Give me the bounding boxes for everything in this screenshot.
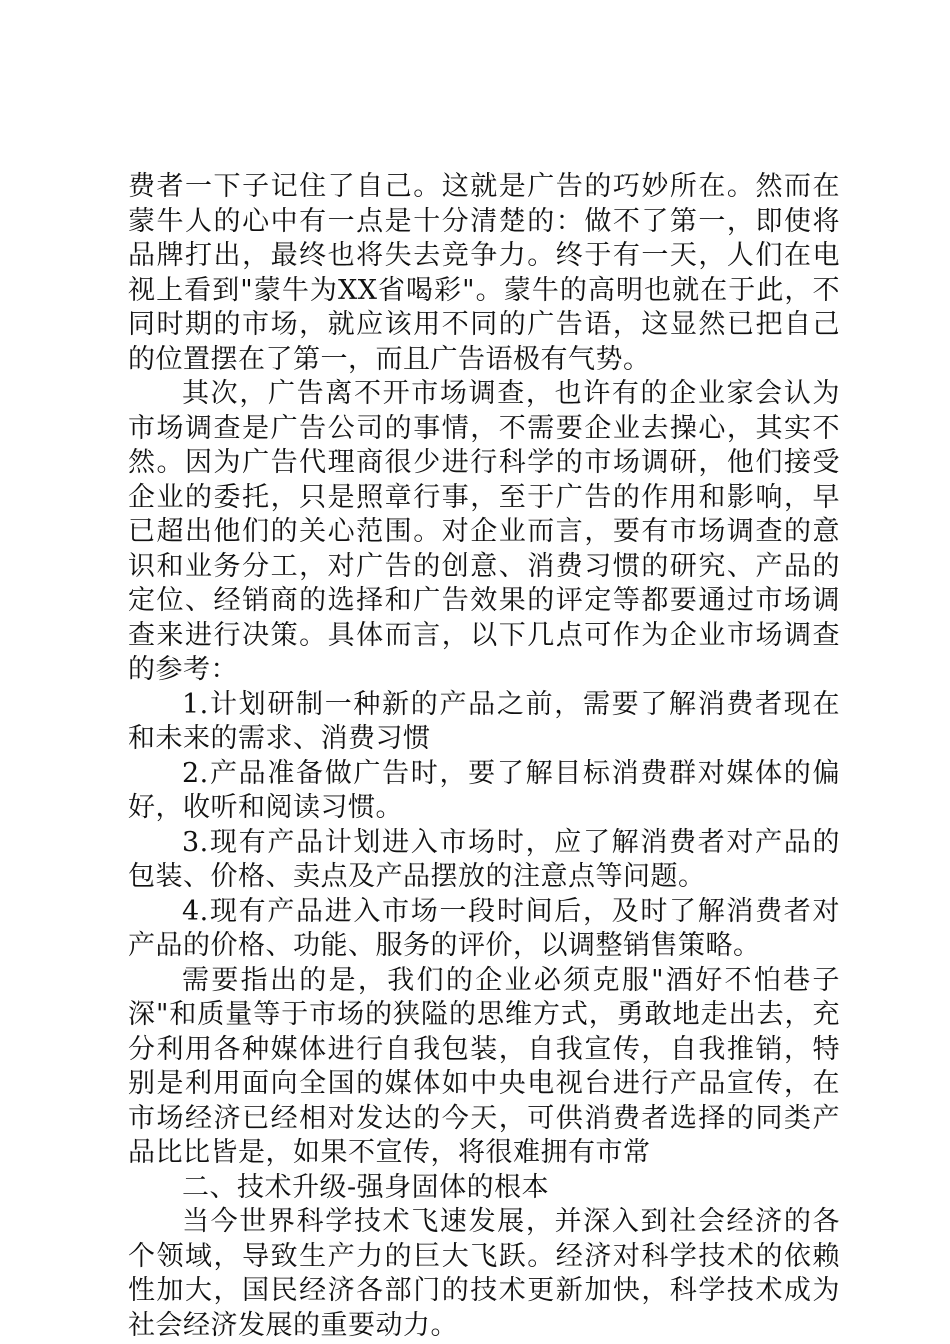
list-item-4: 4.现有产品进入市场一段时间后，及时了解消费者对产品的价格、功能、服务的评价，以调整销售策略。 xyxy=(128,895,840,961)
paragraph-market-research: 其次，广告离不开市场调查，也许有的企业家会认为市场调查是广告公司的事情，不需要企业去操心，其实不然。因为广告代理商很少进行科学的市场调研，他们接受企业的委托，只是照章行事，至于广告的作用和影响，早已超出他们的关心范围。对企业而言，要有市场调查的意识和业务分工，对广告的创意、消费习惯的研究、产品的定位、经销商的选择和广告效果的评定等都要通过市场调查来进行决策。具体而言，以下几点可作为企业市场调查的参考： xyxy=(128,378,840,685)
paragraph-continuation: 费者一下子记住了自己。这就是广告的巧妙所在。然而在蒙牛人的心中有一点是十分清楚的：做不了第一，即使将品牌打出，最终也将失去竞争力。终于有一天，人们在电视上看到"蒙牛为XX省喝彩"。蒙牛的高明也就在于此，不同时期的市场，就应该用不同的广告语，这显然已把自己的位置摆在了第一，而且广告语极有气势。 xyxy=(128,171,840,375)
list-item-1: 1.计划研制一种新的产品之前，需要了解消费者现在和未来的需求、消费习惯 xyxy=(128,688,840,754)
paragraph-self-promotion: 需要指出的是，我们的企业必须克服"酒好不怕巷子深"和质量等于市场的狭隘的思维方式，勇敢地走出去，充分利用各种媒体进行自我包装，自我宣传，自我推销，特别是利用面向全国的媒体如中央电视台进行产品宣传，在市场经济已经相对发达的今天，可供消费者选择的同类产品比比皆是，如果不宣传，将很难拥有市常 xyxy=(128,964,840,1168)
list-item-3: 3.现有产品计划进入市场时，应了解消费者对产品的包装、价格、卖点及产品摆放的注意点等问题。 xyxy=(128,826,840,892)
document-body xyxy=(128,170,840,1343)
section-heading-tech-upgrade: 二、技术升级-强身固体的根本 xyxy=(182,1171,550,1203)
list-item-2: 2.产品准备做广告时，要了解目标消费群对媒体的偏好，收听和阅读习惯。 xyxy=(128,757,840,823)
paragraph-science-technology: 当今世界科学技术飞速发展，并深入到社会经济的各个领域，导致生产力的巨大飞跃。经济对科学技术的依赖性加大，国民经济各部门的技术更新加快，科学技术成为社会经济发展的重要动力。 xyxy=(128,1206,840,1341)
